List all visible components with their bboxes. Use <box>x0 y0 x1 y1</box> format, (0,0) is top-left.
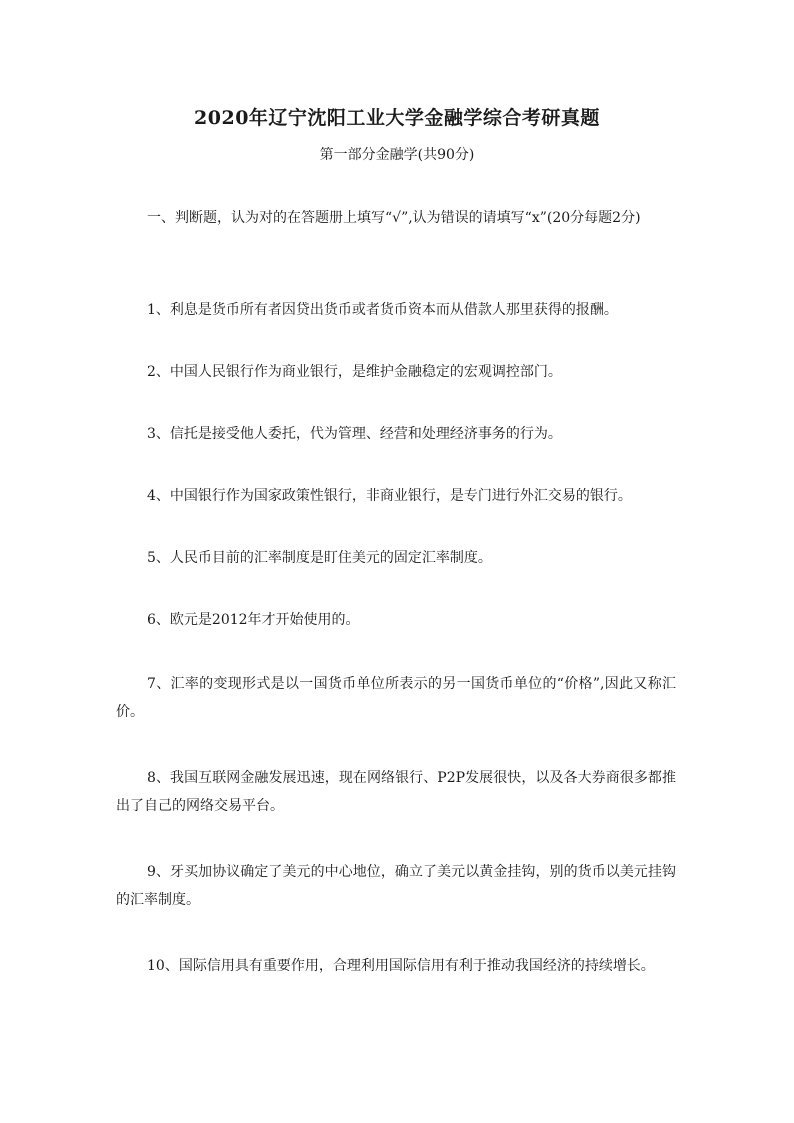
document-title: 2020年辽宁沈阳工业大学金融学综合考研真题 <box>194 107 600 129</box>
question-item: 2、中国人民银行作为商业银行，是维护金融稳定的宏观调控部门。 <box>147 364 562 380</box>
question-item: 4、中国银行作为国家政策性银行，非商业银行，是专门进行外汇交易的银行。 <box>147 488 632 504</box>
question-item: 7、汇率的变现形式是以一国货币单位所表示的另一国货币单位的“价格”,因此又称汇价。 <box>116 676 676 720</box>
section-heading: 一、判断题，认为对的在答题册上填写“√”,认为错误的请填写“x”(20分每题2分) <box>147 210 641 226</box>
question-item: 9、牙买加协议确定了美元的中心地位，确立了美元以黄金挂钩，别的货币以美元挂钩的汇率制度。 <box>116 864 676 908</box>
question-item: 6、欧元是2012年才开始使用的。 <box>147 612 360 628</box>
document-subtitle: 第一部分金融学(共90分) <box>319 147 475 163</box>
question-item: 1、利息是货币所有者因贷出货币或者货币资本而从借款人那里获得的报酬。 <box>147 302 618 318</box>
question-item: 10、国际信用具有重要作用，合理利用国际信用有利于推动我国经济的持续增长。 <box>147 958 655 974</box>
question-item: 3、信托是接受他人委托，代为管理、经营和处理经济事务的行为。 <box>147 426 562 442</box>
question-item: 8、我国互联网金融发展迅速，现在网络银行、P2P发展很快，以及各大券商很多都推出了自己的网络交易平台。 <box>116 770 676 814</box>
question-item: 5、人民币目前的汇率制度是盯住美元的固定汇率制度。 <box>147 550 492 566</box>
